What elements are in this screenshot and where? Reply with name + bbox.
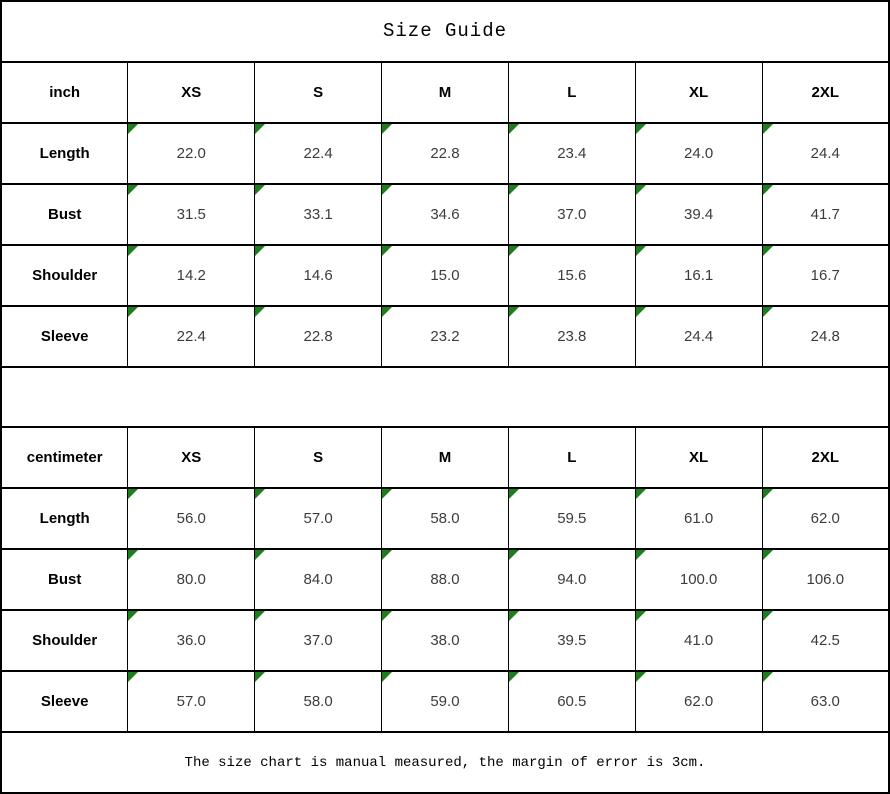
size-value-cell: 58.0 [255,671,382,732]
size-value-cell: 23.8 [508,306,635,367]
size-column-header: XS [128,62,255,123]
size-value-cell: 15.0 [382,245,509,306]
size-value-cell: 24.0 [635,123,762,184]
size-column-header: S [255,427,382,488]
size-value-cell: 62.0 [635,671,762,732]
table-row [1,306,889,367]
size-column-header: XL [635,427,762,488]
size-value-cell: 57.0 [128,671,255,732]
size-value-cell: 94.0 [508,549,635,610]
size-value-cell: 106.0 [762,549,889,610]
table-row [1,245,889,306]
table-row [1,549,889,610]
size-value-cell: 37.0 [508,184,635,245]
size-value-cell: 16.7 [762,245,889,306]
size-value-cell: 24.4 [762,123,889,184]
size-column-header: L [508,62,635,123]
size-value-cell: 61.0 [635,488,762,549]
row-label: Shoulder [1,610,128,671]
size-value-cell: 24.4 [635,306,762,367]
size-value-cell: 39.5 [508,610,635,671]
size-value-cell: 88.0 [382,549,509,610]
row-label: Sleeve [1,306,128,367]
unit-header-centimeter: centimeter [1,427,128,488]
row-label: Shoulder [1,245,128,306]
size-column-header: XS [128,427,255,488]
size-value-cell: 23.4 [508,123,635,184]
size-value-cell: 22.8 [255,306,382,367]
size-value-cell: 63.0 [762,671,889,732]
row-label: Sleeve [1,671,128,732]
table-row [1,610,889,671]
footnote-text: The size chart is manual measured, the margin of error is 3cm. [1,732,889,793]
size-value-cell: 59.5 [508,488,635,549]
size-value-cell: 16.1 [635,245,762,306]
size-value-cell: 80.0 [128,549,255,610]
spacer-cell [1,367,889,428]
size-column-header: 2XL [762,427,889,488]
table-row [1,184,889,245]
size-value-cell: 15.6 [508,245,635,306]
size-value-cell: 60.5 [508,671,635,732]
size-column-header: 2XL [762,62,889,123]
size-value-cell: 24.8 [762,306,889,367]
size-value-cell: 59.0 [382,671,509,732]
size-value-cell: 33.1 [255,184,382,245]
table-row [1,123,889,184]
size-value-cell: 34.6 [382,184,509,245]
row-label: Length [1,123,128,184]
row-label: Bust [1,549,128,610]
size-value-cell: 58.0 [382,488,509,549]
size-value-cell: 100.0 [635,549,762,610]
header-row-centimeter [1,427,889,488]
size-value-cell: 41.0 [635,610,762,671]
table-row [1,488,889,549]
size-value-cell: 36.0 [128,610,255,671]
size-value-cell: 14.2 [128,245,255,306]
size-value-cell: 23.2 [382,306,509,367]
size-value-cell: 38.0 [382,610,509,671]
table-row [1,671,889,732]
size-column-header: M [382,62,509,123]
size-value-cell: 22.4 [128,306,255,367]
size-value-cell: 37.0 [255,610,382,671]
row-label: Length [1,488,128,549]
size-column-header: L [508,427,635,488]
size-value-cell: 84.0 [255,549,382,610]
size-column-header: M [382,427,509,488]
size-value-cell: 56.0 [128,488,255,549]
spacer-row [1,367,889,428]
unit-header-inch: inch [1,62,128,123]
size-value-cell: 14.6 [255,245,382,306]
size-value-cell: 39.4 [635,184,762,245]
size-value-cell: 22.4 [255,123,382,184]
size-value-cell: 41.7 [762,184,889,245]
size-value-cell: 22.8 [382,123,509,184]
size-value-cell: 31.5 [128,184,255,245]
page-title: Size Guide [1,1,889,62]
size-guide-grid-body [1,1,889,793]
footer-row [1,732,889,793]
size-value-cell: 42.5 [762,610,889,671]
row-label: Bust [1,184,128,245]
size-value-cell: 62.0 [762,488,889,549]
size-column-header: XL [635,62,762,123]
size-column-header: S [255,62,382,123]
size-value-cell: 22.0 [128,123,255,184]
title-row [1,1,889,62]
header-row-inch [1,62,889,123]
size-value-cell: 57.0 [255,488,382,549]
